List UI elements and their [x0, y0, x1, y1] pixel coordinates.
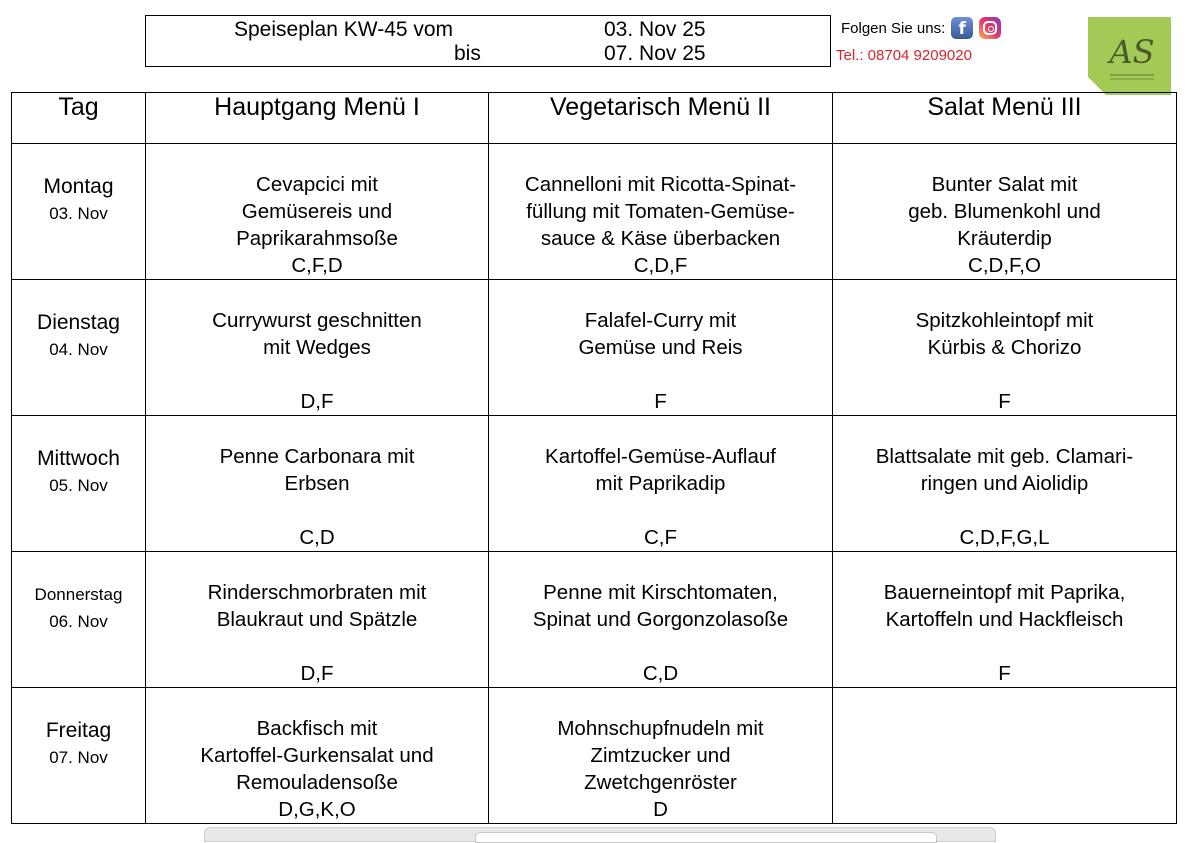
allergen-codes: C,D — [642, 662, 679, 685]
day-name: Mittwoch — [37, 447, 120, 470]
col-header-day: Tag — [12, 93, 146, 144]
follow-label: Folgen Sie uns: — [841, 19, 946, 37]
day-name: Donnerstag — [34, 585, 123, 604]
allergen-codes: F — [998, 662, 1011, 685]
meal-cell — [833, 416, 1177, 552]
logo-icon — [1088, 17, 1171, 95]
social-links — [841, 17, 1001, 39]
phone-number: Tel.: 08704 9209020 — [836, 47, 972, 64]
scrollbar-thumb[interactable] — [475, 832, 937, 843]
instagram-icon[interactable] — [979, 17, 1001, 39]
allergen-codes: C,D,F — [633, 254, 688, 277]
meal-cell — [833, 552, 1177, 688]
dish-text: Cannelloni mit Ricotta-Spinat- füllung mit Tomaten-Gemüse- sauce & Käse überbacken — [524, 173, 797, 250]
day-cell — [12, 552, 146, 688]
dish-text: Bunter Salat mit geb. Blumenkohl und Kräuterdip — [908, 173, 1101, 250]
dish-text: Blattsalate mit geb. Clamari- ringen und Aiolidip — [875, 445, 1134, 495]
allergen-codes: C,D — [299, 526, 335, 549]
header-row — [12, 93, 1177, 144]
meal-cell — [146, 144, 489, 280]
dish-text: Spitzkohleintopf mit Kürbis & Chorizo — [915, 309, 1094, 359]
day-name: Freitag — [45, 719, 112, 742]
dish-text: Backfisch mit Kartoffel-Gurkensalat und Remouladensoße — [200, 717, 434, 794]
meal-cell — [489, 280, 833, 416]
header-bis: bis — [454, 42, 481, 65]
day-date: 04. Nov — [49, 340, 108, 359]
day-row-tuesday — [12, 280, 1177, 416]
day-name: Montag — [43, 175, 114, 198]
meal-cell — [489, 144, 833, 280]
allergen-codes: F — [998, 390, 1011, 413]
meal-cell — [833, 280, 1177, 416]
col-header-salad: Salat Menü III — [833, 93, 1177, 144]
day-name: Dienstag — [37, 311, 120, 334]
day-date: 06. Nov — [49, 612, 108, 631]
dish-text: Mohnschupfnudeln mit Zimtzucker und Zwetchgenröster — [557, 717, 764, 794]
day-cell — [12, 688, 146, 824]
allergen-codes: C,F — [643, 526, 678, 549]
meal-cell — [489, 416, 833, 552]
meal-cell — [146, 552, 489, 688]
allergen-codes: D — [653, 798, 668, 821]
dish-text: Rinderschmorbraten mit Blaukraut und Spätzle — [207, 581, 427, 631]
allergen-codes: C,D,F,O — [968, 254, 1041, 277]
dish-text: Cevapcici mit Gemüsereis und Paprikarahmsoße — [236, 173, 398, 250]
allergen-codes: C,D,F,G,L — [959, 526, 1050, 549]
day-cell — [12, 144, 146, 280]
meal-cell — [489, 552, 833, 688]
col-header-main: Hauptgang Menü I — [146, 93, 489, 144]
dish-text: Penne mit Kirschtomaten, Spinat und Gorgonzolasoße — [532, 581, 789, 631]
meal-cell — [146, 280, 489, 416]
dish-text: Currywurst geschnitten mit Wedges — [212, 309, 422, 359]
day-row-wednesday — [12, 416, 1177, 552]
date-to: 07. Nov 25 — [604, 42, 706, 65]
col-header-veg: Vegetarisch Menü II — [489, 93, 833, 144]
dish-text: Falafel-Curry mit Gemüse und Reis — [578, 309, 743, 359]
day-date: 03. Nov — [49, 204, 108, 223]
day-date: 07. Nov — [49, 748, 108, 767]
allergen-codes: C,F,D — [291, 254, 343, 277]
day-row-monday — [12, 144, 1177, 280]
allergen-codes: D,G,K,O — [278, 798, 356, 821]
meal-cell — [146, 688, 489, 824]
day-cell — [12, 416, 146, 552]
header-box — [145, 15, 831, 67]
logo-text: AS — [1109, 33, 1155, 71]
allergen-codes: F — [654, 390, 667, 413]
meal-cell — [833, 144, 1177, 280]
day-row-thursday — [12, 552, 1177, 688]
dish-text: Bauerneintopf mit Paprika, Kartoffeln und Hackfleisch — [883, 581, 1126, 631]
dish-text: Penne Carbonara mit Erbsen — [219, 445, 415, 495]
allergen-codes: D,F — [300, 662, 334, 685]
meal-cell — [833, 688, 1177, 824]
meal-cell — [489, 688, 833, 824]
meal-cell — [146, 416, 489, 552]
header-title: Speiseplan KW-45 vom — [234, 18, 454, 41]
facebook-icon[interactable]: f — [951, 17, 973, 39]
date-from: 03. Nov 25 — [604, 18, 706, 41]
menu-table — [11, 92, 1177, 824]
allergen-codes: D,F — [300, 390, 334, 413]
dish-text: Kartoffel-Gemüse-Auflauf mit Paprikadip — [545, 445, 776, 495]
day-cell — [12, 280, 146, 416]
day-row-friday — [12, 688, 1177, 824]
day-date: 05. Nov — [49, 476, 108, 495]
